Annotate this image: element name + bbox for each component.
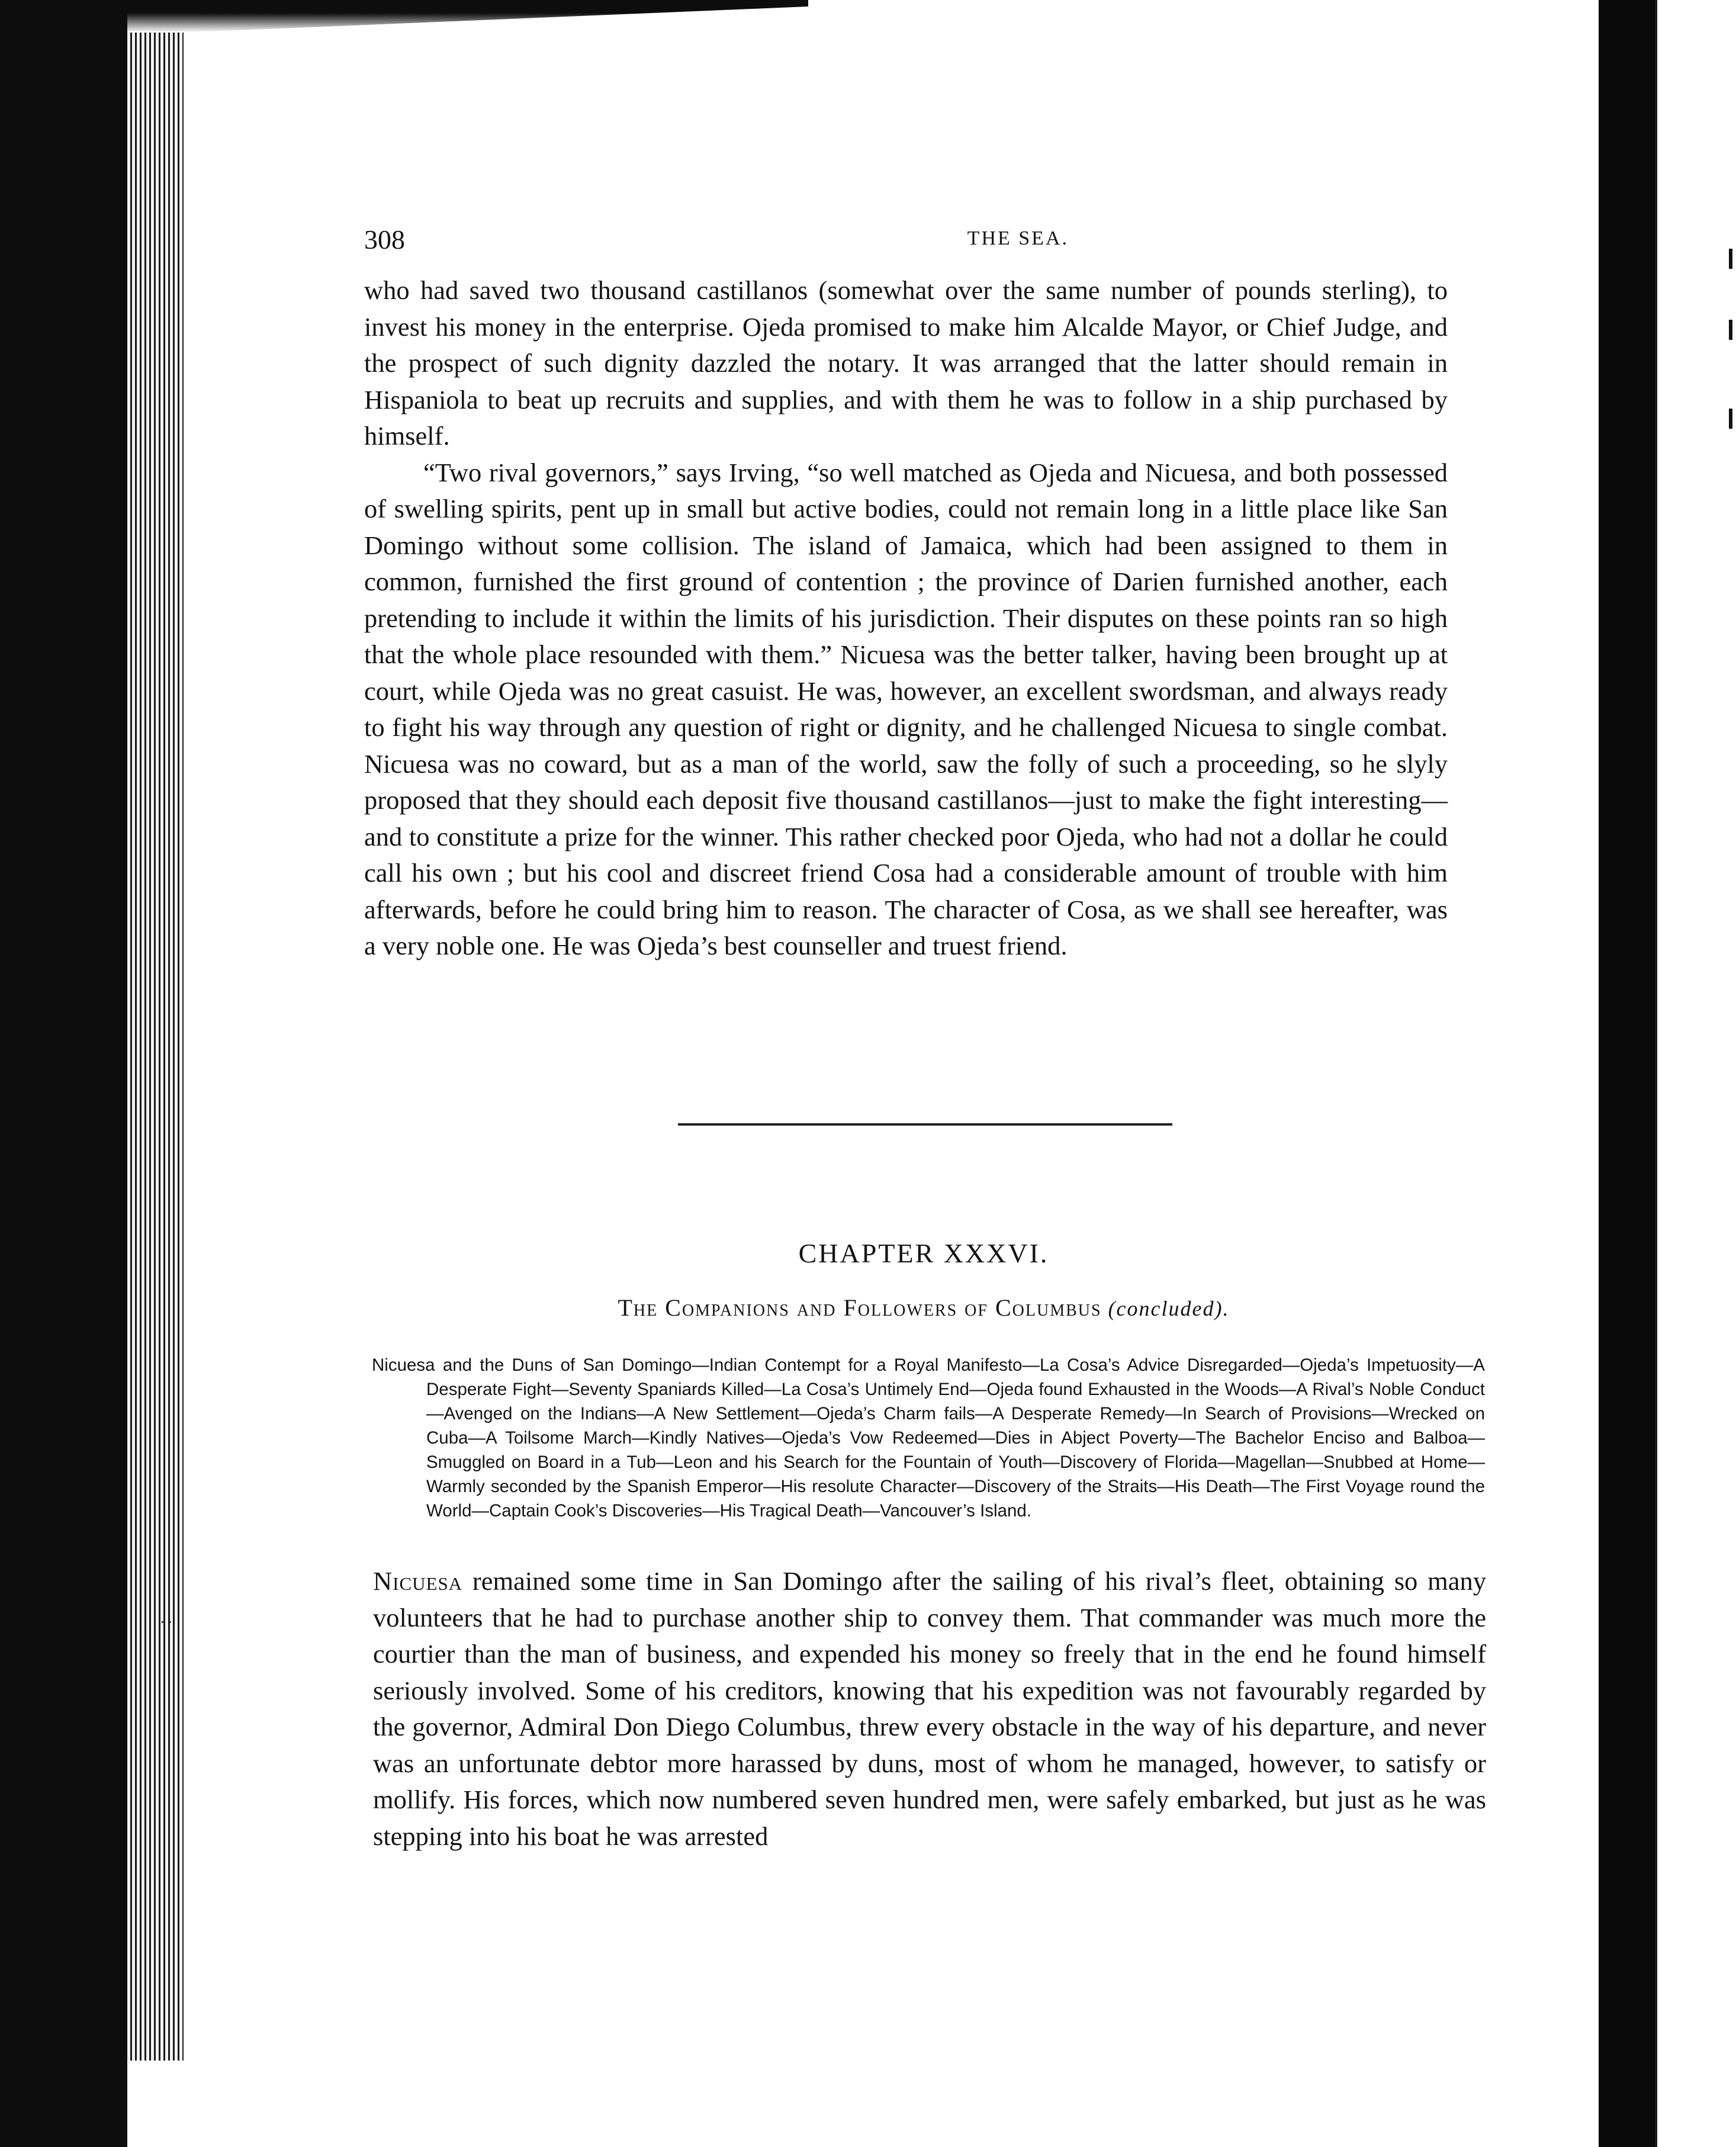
margin-marks: ·· (160, 1614, 175, 1631)
page-corner-shadow (127, 0, 808, 33)
facing-page-mark (1729, 249, 1732, 269)
page-number: 308 (364, 224, 405, 255)
page-header (364, 224, 1448, 259)
page-edges (127, 24, 184, 2061)
chapter-subtitle-note: (concluded). (1108, 1297, 1230, 1320)
paragraph (373, 1563, 1486, 1854)
body-text-continued (364, 272, 1448, 965)
chapter-body-text (373, 1563, 1486, 1854)
binding-gutter (1599, 0, 1655, 2147)
opening-text: remained some time in San Domingo after the sailing of his rival’s fleet, obtaining so many volunteers that he had to purchase another ship to convey them. That commander was much more the courtier than the man of business, and expended his money so freely that in the end he found himself seriously involved. Some of his creditors, knowing that his expedition was not favourably regarded by the governor, Admiral Don Diego Columbus, threw every obstacle in the way of his departure, and never was an unfortunate debtor more harassed by duns, most of whom he managed, however, to satisfy or mollify. His forces, which now numbered seven hundred men, were safely embarked, but just as he was stepping into his boat he was arrested (373, 1566, 1486, 1851)
facing-page-edge (1655, 0, 1736, 2147)
paragraph: “Two rival governors,” says Irving, “so well matched as Ojeda and Nicuesa, and both possessed of swelling spirits, pent up in small but active bodies, could not remain long in a little place like San Domingo without some collision. The island of Jamaica, which had been assigned to them in common, furnished the first ground of contention ; the province of Darien furnished another, each pretending to include it within the limits of his jurisdiction. Their disputes on these points ran so high that the whole place resounded with them.” Nicuesa was the better talker, having been brought up at court, while Ojeda was no great casuist. He was, however, an excellent swordsman, and always ready to fight his way through any question of right or dignity, and he challenged Nicuesa to single combat. Nicuesa was no coward, but as a man of the world, saw the folly of such a proceeding, so he slyly proposed that they should each deposit five thousand castillanos—just to make the fight interesting—and to constitute a prize for the winner. This rather checked poor Ojeda, who had not a dollar he could call his own ; but his cool and discreet friend Cosa had a considerable amount of trouble with him afterwards, before he could bring him to reason. The character of Cosa, as we shall see hereafter, was a very noble one. He was Ojeda’s best counseller and truest friend. (364, 457, 1448, 960)
facing-page-mark (1729, 320, 1732, 340)
scanner-border (0, 0, 127, 2147)
paragraph: who had saved two thousand castillanos (somewhat over the same number of pounds sterling), to invest his money in the enterprise. Ojeda promised to make him Alcalde Mayor, or Chief Judge, and the prospect of such dignity dazzled the notary. It was arranged that the latter should remain in Hispaniola to beat up recruits and supplies, and with them he was to follow in a ship purchased by himself. (364, 275, 1448, 451)
opening-word: Nicuesa (373, 1566, 463, 1596)
chapter-subtitle (364, 1294, 1483, 1322)
chapter-subtitle-text: The Companions and Followers of Columbus (618, 1294, 1102, 1321)
chapter-heading: CHAPTER XXXVI. (798, 1238, 1049, 1268)
section-divider (678, 1123, 1172, 1126)
facing-page-mark (1729, 409, 1732, 429)
running-head: THE SEA. (967, 227, 1069, 249)
chapter-synopsis: Nicuesa and the Duns of San Domingo—Indian Contempt for a Royal Manifesto—La Cosa’s Advice Disregarded—Ojeda’s Impetuosity—A Desperate Fight—Seventy Spaniards Killed—La Cosa’s Untimely End—Ojeda found Exhausted in the Woods—A Rival’s Noble Conduct—Avenged on the Indians—A New Settlement—Ojeda’s Charm fails—A Desperate Remedy—In Search of Provisions—Wrecked on Cuba—A Toilsome March—Kindly Natives—Ojeda’s Vow Redeemed—Dies in Abject Poverty—The Bachelor Enciso and Balboa—Smuggled on Board in a Tub—Leon and his Search for the Fountain of Youth—Discovery of Florida—Magellan—Snubbed at Home—Warmly seconded by the Spanish Emperor—His resolute Character—Discovery of the Straits—His Death—The First Voyage round the World—Captain Cook’s Discoveries—His Tragical Death—Vancouver’s Island. (372, 1355, 1485, 1521)
